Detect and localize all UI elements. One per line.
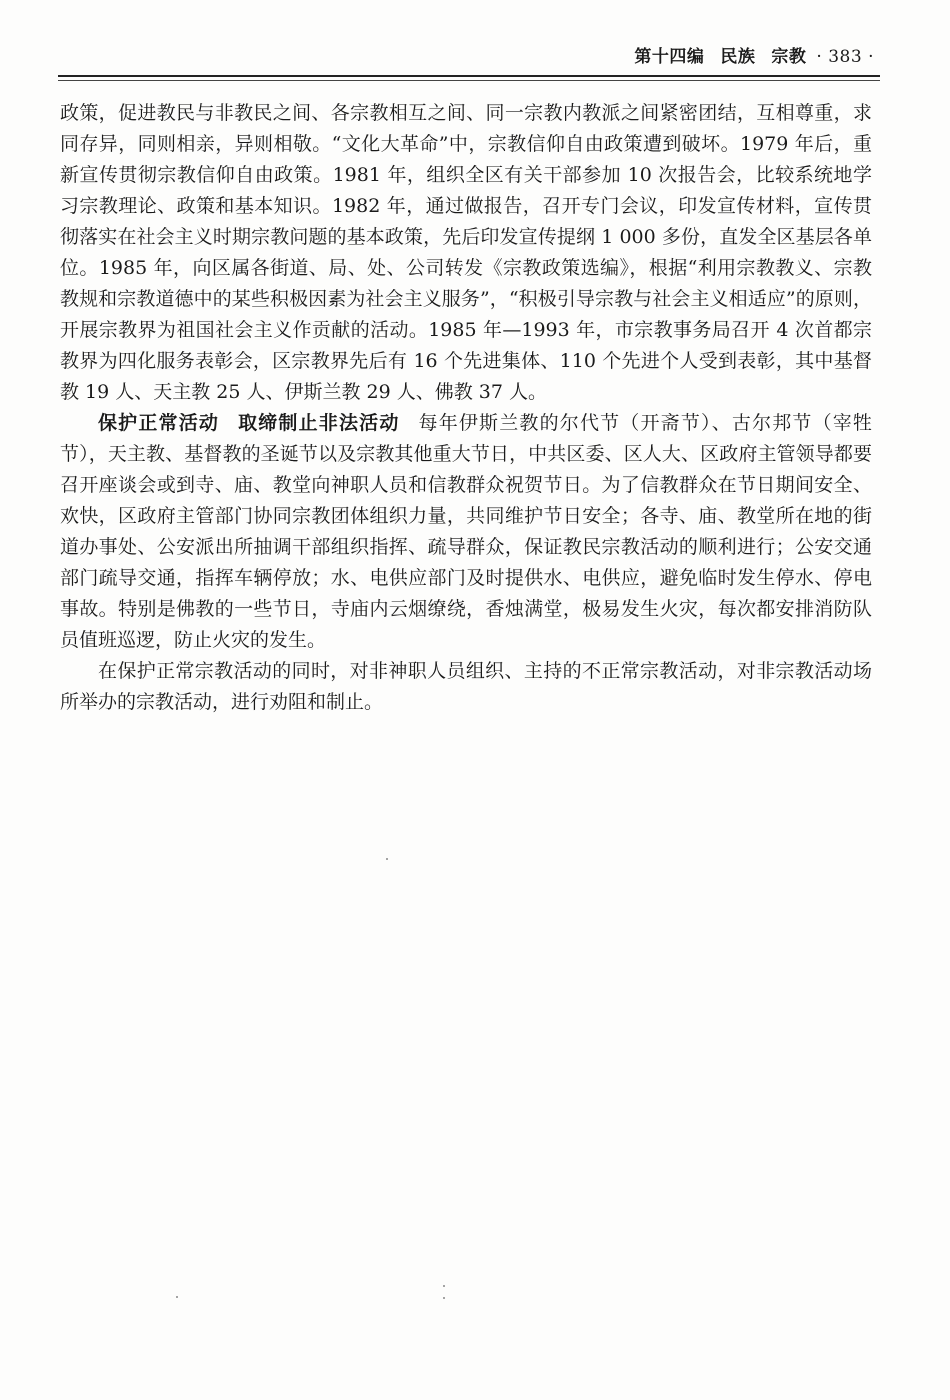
scan-speck (443, 1285, 445, 1287)
run-in-heading-protect: 保护正常活动 (98, 412, 220, 434)
scan-speck (386, 858, 388, 860)
header-rule-thin (58, 80, 880, 81)
scan-speck (443, 1297, 445, 1299)
header-section: 第十四编 (634, 47, 705, 67)
header-topic-religion: 宗教 (771, 47, 807, 67)
scan-speck (176, 1296, 178, 1298)
run-in-heading-ban: 取缔制止非法活动 (238, 412, 400, 434)
header-topic-ethnicity: 民族 (720, 47, 756, 67)
paragraph-protect-body: 每年伊斯兰教的尔代节（开斋节）、古尔邦节（宰牲节），天主教、基督教的圣诞节以及宗教其他重大节日，中共区委、区人大、区政府主管领导都要召开座谈会或到寺、庙、教堂向神职人员和信教群众祝贺节日。为了信教群众在节日期间安全、欢快，区政府主管部门协同宗教团体组织力量，共同维护节日安全；各寺、庙、教堂所在地的街道办事处、公安派出所抽调干部组织指挥、疏导群众，保证教民宗教活动的顺利进行；公安交通部门疏导交通，指挥车辆停放；水、电供应部门及时提供水、电供应，避免临时发生停水、停电事故。特别是佛教的一些节日，寺庙内云烟缭绕，香烛满堂，极易发生火灾，每次都安排消防队员值班巡逻，防止火灾的发生。 (60, 412, 872, 651)
paragraph-stop-irregular: 在保护正常宗教活动的同时，对非神职人员组织、主持的不正常宗教活动，对非宗教活动场所举办的宗教活动，进行劝阻和制止。 (60, 660, 872, 713)
paragraph-continuation: 政策，促进教民与非教民之间、各宗教相互之间、同一宗教内教派之间紧密团结，互相尊重，求同存异，同则相亲，异则相敬。“文化大革命”中，宗教信仰自由政策遭到破坏。1979 年后，重新宣传贯彻宗教信仰自由政策。1981 年，组织全区有关干部参加 10 次报告会，比较系统地学习宗教理论、政策和基本知识。1982 年，通过做报告，召开专门会议，印发宣传材料，宣传贯彻落实在社会主义时期宗教问题的基本政策，先后印发宣传提纲 1 000 多份，直发全区基层各单位。1985 年，向区属各街道、局、处、公司转发《宗教政策选编》，根据“利用宗教教义、宗教教规和宗教道德中的某些积极因素为社会主义服务”，“积极引导宗教与社会主义相适应”的原则，开展宗教界为祖国社会主义作贡献的活动。1985 年—1993 年，市宗教事务局召开 4 次首都宗教界为四化服务表彰会，区宗教界先后有 16 个先进集体、110 个先进个人受到表彰，其中基督教 19 人、天主教 25 人、伊斯兰教 29 人、佛教 37 人。 (60, 102, 872, 403)
running-header (60, 42, 874, 72)
body-text (60, 98, 872, 718)
paragraph-protect-activities (60, 408, 872, 656)
header-rule-thick (58, 75, 880, 77)
page-number: · 383 · (816, 47, 874, 67)
